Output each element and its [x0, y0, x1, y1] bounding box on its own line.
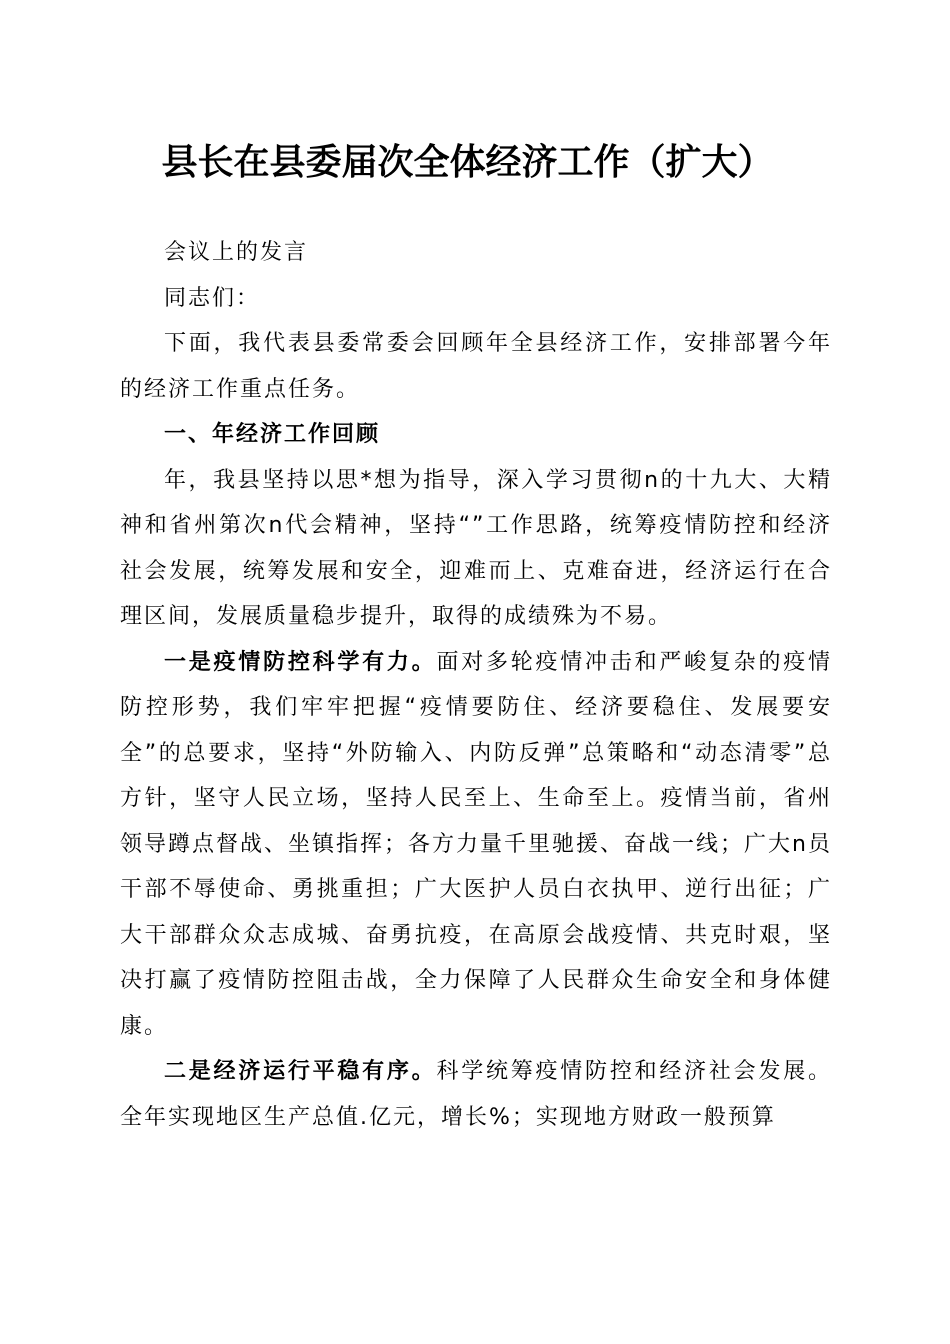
document-title: 县长在县委届次全体经济工作（扩大）: [161, 141, 774, 183]
paragraph-overview: 年，我县坚持以思*想为指导，深入学习贯彻n的十九大、大精神和省州第次n代会精神，坚持“”工作思路，统筹疫情防控和经济社会发展，统筹发展和安全，迎难而上、克难奋进，经济运行在合理区间，发展质量稳步提升，取得的成绩殊为不易。: [120, 467, 832, 629]
paragraph-meeting-subtitle: 会议上的发言: [164, 240, 309, 265]
section-heading-review: 一、年经济工作回顾: [164, 422, 381, 447]
paragraph-epidemic-control: [120, 640, 832, 1050]
body-epidemic-control: 面对多轮疫情冲击和严峻复杂的疫情防控形势，我们牢牢把握“疫情要防住、经济要稳住、发展要安全”的总要求，坚持“外防输入、内防反弹”总策略和“动态清零”总方针，坚守人民立场，坚持人民至上、生命至上。疫情当前，省州领导蹲点督战、坐镇指挥；各方力量千里驰援、奋战一线；广大n员干部不辱使命、勇挑重担；广大医护人员白衣执甲、逆行出征；广大干部群众众志成城、奋勇抗疫，在高原会战疫情、共克时艰，坚决打赢了疫情防控阻击战，全力保障了人民群众生命安全和身体健康。: [120, 649, 832, 1039]
body-economic-operation: 科学统筹疫情防控和经济社会发展。全年实现地区生产总值.亿元，增长%；实现地方财政一般预算: [120, 1059, 832, 1130]
document-body: [120, 230, 832, 1140]
paragraph-intro: 下面，我代表县委常委会回顾年全县经济工作，安排部署今年的经济工作重点任务。: [120, 331, 832, 402]
lead-epidemic-control: 一是疫情防控科学有力。: [164, 649, 437, 675]
lead-economic-operation: 二是经济运行平稳有序。: [164, 1059, 437, 1084]
paragraph-economic-operation: [120, 1049, 832, 1140]
paragraph-salutation: 同志们：: [164, 285, 261, 311]
